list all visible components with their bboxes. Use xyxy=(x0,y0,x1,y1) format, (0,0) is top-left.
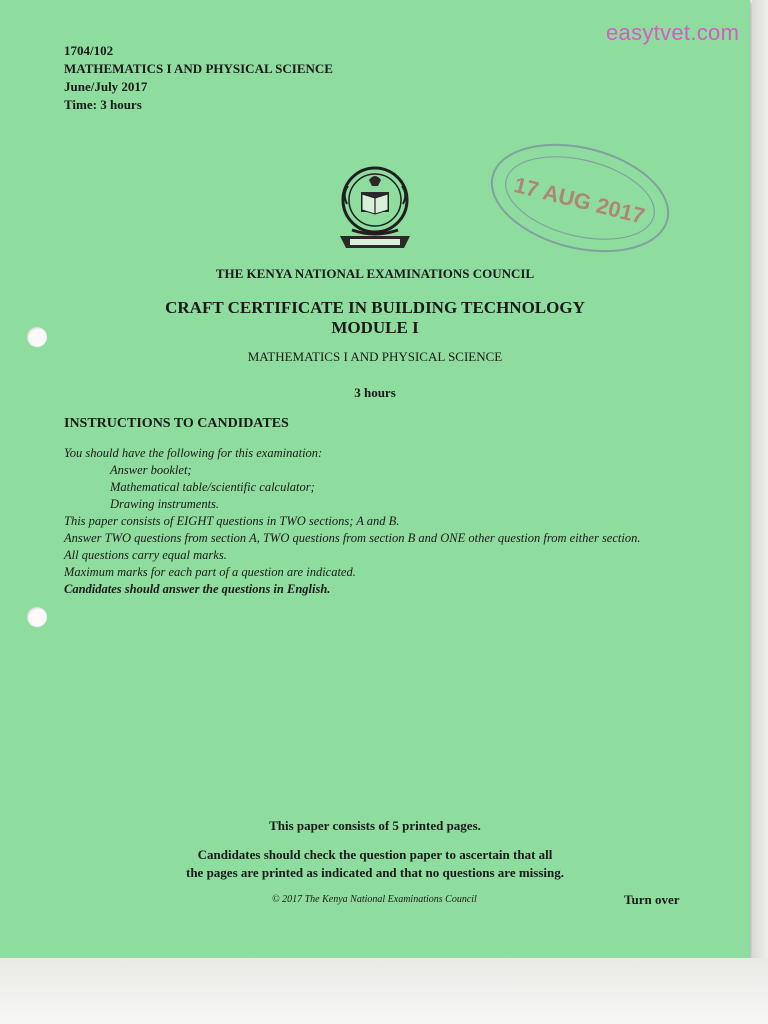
subject-title: MATHEMATICS I AND PHYSICAL SCIENCE xyxy=(247,349,503,364)
exam-time: Time: 3 hours xyxy=(64,97,142,112)
date-stamp xyxy=(482,128,678,268)
paper-header xyxy=(64,42,333,114)
instructions-intro: You should have the following for this examination: xyxy=(64,446,323,460)
required-item: Answer booklet; xyxy=(110,463,192,477)
exam-session: June/July 2017 xyxy=(64,79,148,94)
instruction-line-language: Candidates should answer the questions in English. xyxy=(64,582,331,596)
stamp-date: 17 AUG 2017 xyxy=(511,172,648,229)
instructions-body xyxy=(64,445,704,598)
instruction-line: Maximum marks for each part of a question are indicated. xyxy=(64,565,356,579)
turn-over-label: Turn over xyxy=(624,892,680,907)
instruction-line: Answer TWO questions from section A, TWO questions from section B and ONE other question from either section. xyxy=(64,531,641,545)
required-item: Mathematical table/scientific calculator; xyxy=(110,480,315,494)
punch-hole xyxy=(27,607,47,627)
required-item: Drawing instruments. xyxy=(110,497,220,511)
scan-edge-right xyxy=(752,0,768,1024)
header-subject: MATHEMATICS I AND PHYSICAL SCIENCE xyxy=(64,61,333,76)
scan-edge-bottom xyxy=(0,958,768,1024)
instruction-line: All questions carry equal marks. xyxy=(64,548,227,562)
check-pages-line: Candidates should check the question paper to ascertain that all xyxy=(197,847,553,862)
copyright-notice: © 2017 The Kenya National Examinations Council xyxy=(272,894,477,905)
check-pages-note xyxy=(0,846,750,882)
site-watermark: easytvet.com xyxy=(606,20,740,45)
instruction-line: This paper consists of EIGHT questions in TWO sections; A and B. xyxy=(64,514,400,528)
instructions-heading: INSTRUCTIONS TO CANDIDATES xyxy=(64,416,289,431)
council-name: THE KENYA NATIONAL EXAMINATIONS COUNCIL xyxy=(215,266,535,281)
knec-crest-icon xyxy=(332,164,418,256)
page-count-note: This paper consists of 5 printed pages. xyxy=(269,818,481,833)
duration: 3 hours xyxy=(354,385,396,400)
paper-code: 1704/102 xyxy=(64,43,114,58)
punch-hole xyxy=(27,327,47,347)
module-title: MODULE I xyxy=(331,318,419,337)
check-pages-line: the pages are printed as indicated and that no questions are missing. xyxy=(185,865,564,880)
certificate-title: CRAFT CERTIFICATE IN BUILDING TECHNOLOGY xyxy=(165,298,585,317)
